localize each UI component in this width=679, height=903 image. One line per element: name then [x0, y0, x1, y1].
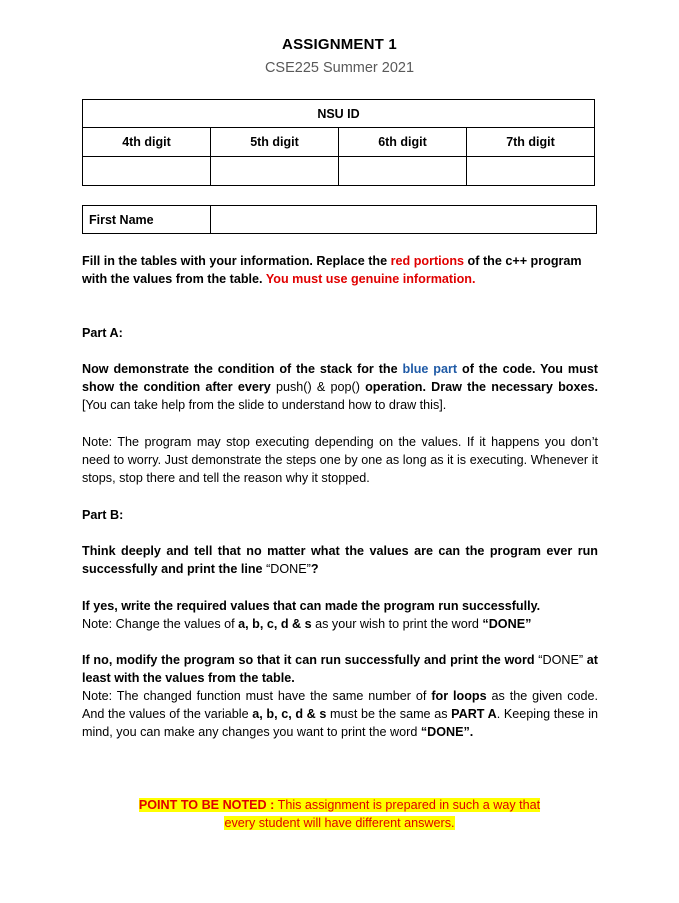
column-header: 7th digit [467, 128, 595, 157]
column-header: 6th digit [339, 128, 467, 157]
notice-box: POINT TO BE NOTED : This assignment is prepared in such a way that every student will have different answers. [138, 798, 541, 830]
digit-5-cell[interactable] [211, 157, 339, 186]
nsu-id-table [82, 99, 595, 186]
part-a-task: Now demonstrate the condition of the stack for the blue part of the code. You must show the condition after every push() & pop() operation. Draw the necessary boxes. [You can take help from the slide to understand how to draw this]. [82, 362, 598, 412]
digit-4-cell[interactable] [83, 157, 211, 186]
course-subtitle: CSE225 Summer 2021 [264, 60, 415, 76]
column-header: 5th digit [211, 128, 339, 157]
column-header: 4th digit [83, 128, 211, 157]
part-a-heading: Part A: [82, 326, 123, 340]
digit-7-cell[interactable] [467, 157, 595, 186]
page-title: ASSIGNMENT 1 [282, 36, 397, 53]
part-a-note: Note: The program may stop executing depending on the values. If it happens you don’t need to worry. Just demonstrate the steps one by one as long as it is executing. Whenever it stops, stop there and tell the reason why it stopped. [82, 435, 598, 485]
digit-6-cell[interactable] [339, 157, 467, 186]
part-b-question: Think deeply and tell that no matter what the values are can the program ever run successfully and print the line “DONE”? [82, 544, 598, 576]
part-b-heading: Part B: [82, 508, 124, 522]
first-name-cell[interactable] [211, 206, 597, 234]
notice-label: POINT TO BE NOTED : [138, 798, 275, 812]
instructions: Fill in the tables with your information. Replace the red portions of the c++ program with the values from the table. You must use genuine information. [82, 254, 582, 286]
part-b-yes: If yes, write the required values that can made the program run successfully. Note: Change the values of a, b, c, d & s as your wish to print the word “DONE” [82, 599, 541, 631]
first-name-label: First Name [83, 206, 211, 234]
nsu-id-header: NSU ID [83, 100, 595, 128]
part-b-no: If no, modify the program so that it can run successfully and print the word “DONE” at least with the values from the table. Note: The changed function must have the same number of for loops as the given code. And the values of the variable a, b, c, d & s must be the same as PART A. Keeping these in mind, you can make any changes you want to print the word “DONE”. [82, 653, 599, 739]
first-name-table [82, 205, 597, 234]
